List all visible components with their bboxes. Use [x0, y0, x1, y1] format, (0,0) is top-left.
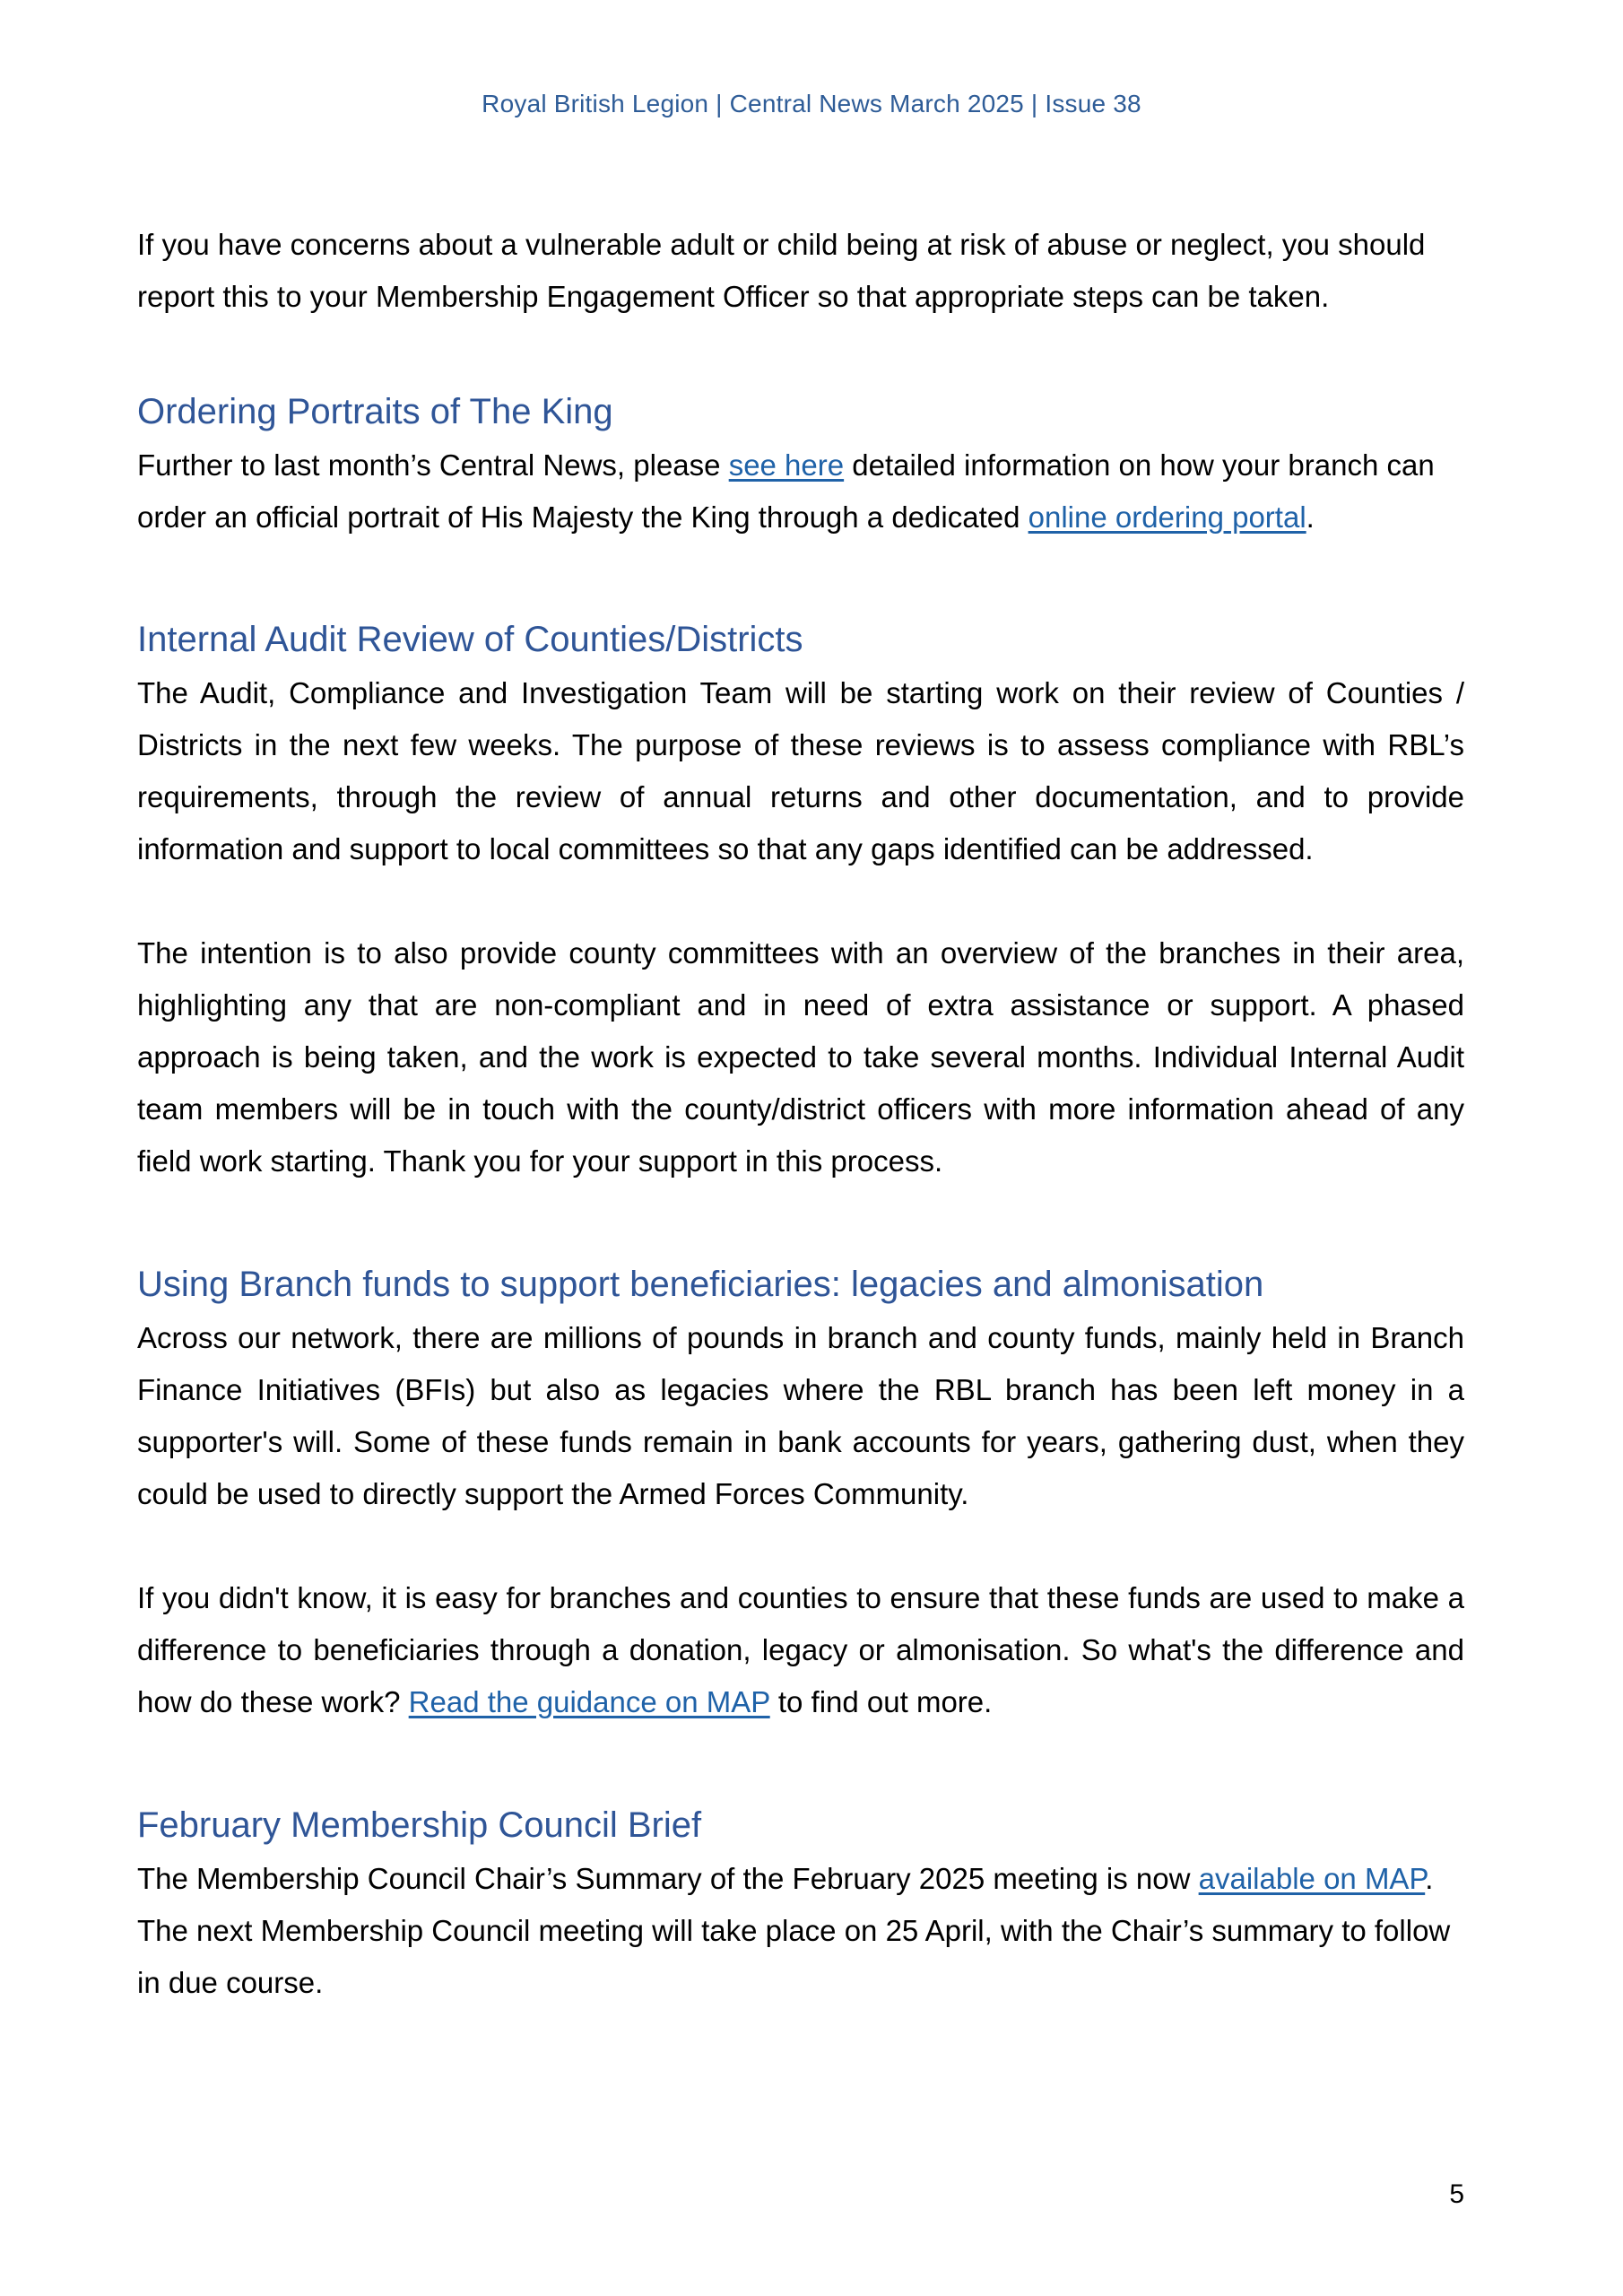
page-number: 5: [1449, 2179, 1464, 2209]
portraits-paragraph: [137, 439, 1464, 544]
intro-paragraph: If you have concerns about a vulnerable adult or child being at risk of abuse or neglect, you should report this to your Membership Engagement Officer so that appropriate steps can be taken.: [137, 228, 1426, 313]
funds-paragraph-1: Across our network, there are millions of pounds in branch and county funds, mainly held in Branch Finance Initiatives (BFIs) but also as legacies where the RBL branch has been left money in a supporter's will. Some of these funds remain in bank accounts for years, gathering dust, when they could be used to directly support the Armed Forces Community.: [137, 1321, 1464, 1510]
council-text-2: . The next Membership Council meeting will take place on 25 April, with the Chair’s summary to follow in due course.: [137, 1862, 1451, 1999]
funds-text-2: to find out more.: [769, 1685, 993, 1718]
council-section: [137, 1801, 1464, 2009]
available-on-map-link[interactable]: available on MAP: [1198, 1862, 1426, 1895]
funds-paragraph-2: [137, 1572, 1464, 1728]
audit-paragraph-1: The Audit, Compliance and Investigation Team will be starting work on their review of Counties / Districts in the next few weeks. The purpose of these reviews is to assess compliance with RBL’s requirements, through the review of annual returns and other documentation, and to provide information and support to local committees so that any gaps identified can be addressed.: [137, 676, 1464, 865]
page-header: Royal British Legion | Central News March 2025 | Issue 38: [482, 90, 1141, 117]
online-ordering-portal-link[interactable]: online ordering portal: [1028, 500, 1306, 534]
portraits-section: [137, 387, 1464, 544]
audit-section: [137, 615, 1464, 1187]
audit-paragraph-2: The intention is to also provide county committees with an overview of the branches in their area, highlighting any that are non-compliant and in need of extra assistance or support. A phased approach is being taken, and the work is expected to take several months. Individual Internal Audit team members will be in touch with the county/district officers with more information ahead of any field work starting. Thank you for your support in this process.: [137, 936, 1464, 1178]
funds-text-1: If you didn't know, it is easy for branches and counties to ensure that these funds are used to make a difference to beneficiaries through a donation, legacy or almonisation. So what's the difference and how do these work?: [137, 1581, 1464, 1718]
council-heading: February Membership Council Brief: [137, 1805, 702, 1845]
council-paragraph: [137, 1853, 1464, 2009]
council-text-1: The Membership Council Chair’s Summary of the February 2025 meeting is now: [137, 1862, 1199, 1895]
intro-section: [137, 219, 1464, 323]
portraits-text-1: Further to last month’s Central News, please: [137, 448, 729, 482]
funds-section: [137, 1260, 1464, 1728]
audit-heading: Internal Audit Review of Counties/Districts: [137, 620, 803, 659]
portraits-text-3: .: [1306, 500, 1315, 534]
portraits-text-2: detailed information on how your branch can order an official portrait of His Majesty the King through a dedicated: [137, 448, 1435, 534]
funds-heading: Using Branch funds to support beneficiaries: legacies and almonisation: [137, 1265, 1264, 1304]
see-here-link[interactable]: see here: [728, 448, 845, 482]
portraits-heading: Ordering Portraits of The King: [137, 392, 613, 431]
read-guidance-link[interactable]: Read the guidance on MAP: [408, 1685, 770, 1718]
